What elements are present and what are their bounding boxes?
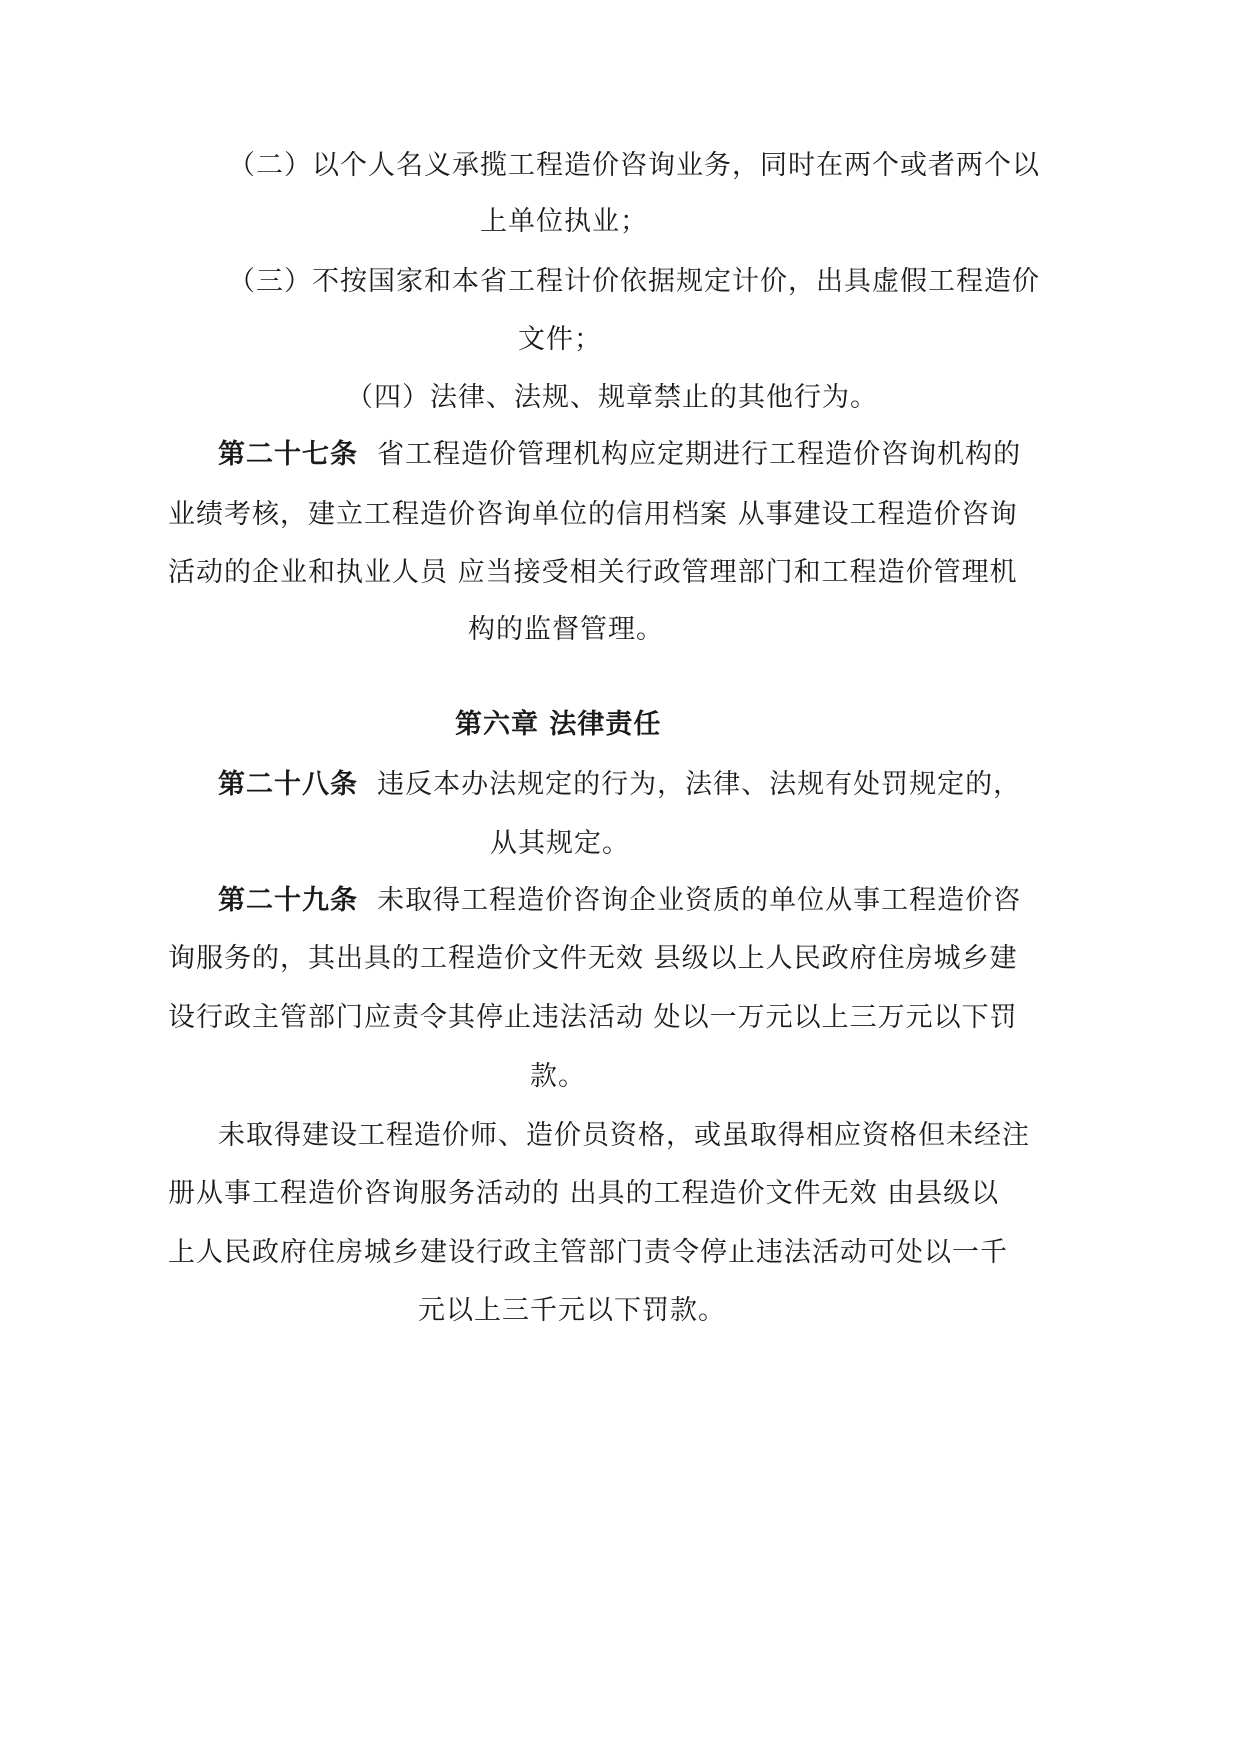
article28-first-line — [218, 767, 1021, 803]
article29-para2-line3: 上人民政府住房城乡建设行政主管部门责令停止违法活动可处以一千 — [168, 1237, 1008, 1268]
article28-line1: 违反本办法规定的行为，法律、法规有处罚规定的， — [377, 769, 1022, 800]
article29-label: 第二十九条 — [218, 885, 358, 916]
article29-line3: 设行政主管部门应责令其停止违法活动 处以一万元以上三万元以下罚 — [168, 1002, 1018, 1033]
article29-line4: 款。 — [530, 1061, 586, 1092]
article27-line3: 活动的企业和执业人员 应当接受相关行政管理部门和工程造价管理机 — [168, 557, 1018, 588]
article27-line2: 业绩考核，建立工程造价咨询单位的信用档案 从事建设工程造价咨询 — [168, 499, 1018, 530]
chapter-title: 第六章 法律责任 — [455, 709, 662, 740]
article29-para2-line1: 未取得建设工程造价师、造价员资格，或虽取得相应资格但未经注 — [218, 1120, 1030, 1151]
item2-line2: 上单位执业； — [480, 206, 648, 237]
article29-para2-line2: 册从事工程造价咨询服务活动的 出具的工程造价文件无效 由县级以 — [168, 1178, 1000, 1209]
article27-line1: 省工程造价管理机构应定期进行工程造价咨询机构的 — [377, 439, 1022, 470]
article27-first-line — [218, 437, 1021, 473]
article29-line1: 未取得工程造价咨询企业资质的单位从事工程造价咨 — [377, 885, 1022, 916]
article28-line2: 从其规定。 — [490, 828, 630, 859]
article27-line4: 构的监督管理。 — [468, 614, 664, 645]
item4-line1: （四）法律、法规、规章禁止的其他行为。 — [346, 382, 878, 413]
item3-line1: （三）不按国家和本省工程计价依据规定计价，出具虚假工程造价 — [228, 266, 1040, 297]
item2-line1: （二）以个人名义承揽工程造价咨询业务，同时在两个或者两个以 — [228, 150, 1040, 181]
article27-label: 第二十七条 — [218, 439, 358, 470]
article29-line2: 询服务的，其出具的工程造价文件无效 县级以上人民政府住房城乡建 — [168, 943, 1018, 974]
article29-first-line — [218, 883, 1021, 919]
article29-para2-line4: 元以上三千元以下罚款。 — [418, 1295, 726, 1326]
item3-line2: 文件； — [518, 324, 602, 355]
article28-label: 第二十八条 — [218, 769, 358, 800]
